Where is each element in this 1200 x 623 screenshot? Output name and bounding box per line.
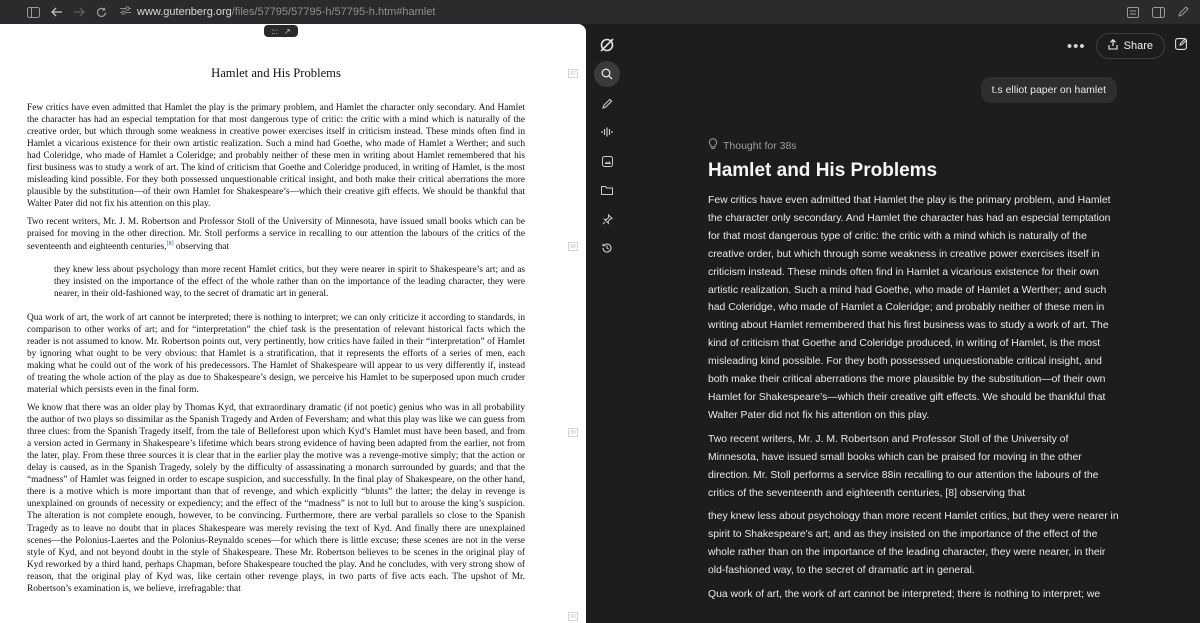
page-number: 88	[568, 242, 578, 251]
search-icon[interactable]	[594, 61, 620, 87]
assistant-sidebar	[594, 32, 622, 264]
image-icon[interactable]	[594, 148, 620, 174]
response-paragraph: Two recent writers, Mr. J. M. Robertson and Professor Stoll of the University of Minnesota, have issued small books which can be praised for moving in the other direction. Mr. Stoll performs a service 88in recalling to our attention the labours of the critics of the seventeenth and eighteenth centuries, [8] observing that	[708, 433, 1099, 499]
expand-icon[interactable]: ↗	[283, 26, 291, 36]
pin-icon[interactable]	[594, 206, 620, 232]
response-title: Hamlet and His Problems	[708, 160, 938, 181]
edit-icon[interactable]	[594, 90, 620, 116]
more-options-button[interactable]: •••	[1066, 37, 1086, 55]
user-message: t.s elliot paper on hamlet	[981, 77, 1117, 103]
chat-header-actions	[1067, 33, 1188, 59]
sidebar-toggle-icon[interactable]	[24, 3, 42, 21]
document-title: Hamlet and His Problems	[211, 66, 341, 80]
reader-mode-icon[interactable]	[1124, 3, 1142, 21]
pane-drag-handle[interactable]	[264, 25, 298, 37]
response-paragraph: Qua work of art, the work of art cannot be interpreted; there is nothing to interpret; we	[708, 589, 1101, 601]
browser-toolbar	[0, 0, 1200, 24]
share-icon	[1108, 39, 1118, 53]
new-chat-icon[interactable]	[1175, 37, 1188, 55]
page-number: 89	[568, 428, 578, 437]
block-quote: they knew less about psychology than more recent Hamlet critics, but they were nearer in spirit to Shakespeare’s art; and as they insisted on the importance of the effect of the whole rather than on the importance of the leading character, they were nearer, in their old-fashioned way, to the secret of dramatic art in general.	[54, 264, 525, 299]
paragraph: We know that there was an older play by Thomas Kyd, that extraordinary dramatic (if not poetic) genius who was in all probability the author of two plays so dissimilar as the Spanish Tragedy and Arden of Feversham; and what this play was like we can guess from three clues: from the Spanish Tragedy itself, from the tale of Belleforest upon which Kyd’s Hamlet must have been based, and from a version acted in Germany in Shakespeare’s lifetime which bears strong evidence of having been adapted from the earlier, not from the later, play. From these three sources it is clear that in the earlier play the motive was a revenge-motive simply; that the action or delay is caused, as in the Spanish Tragedy, solely by the difficulty of assassinating a monarch surrounded by guards; and that the “madness” of Hamlet was feigned in order to escape suspicion, and successfully. In the final play of Shakespeare, on the other hand, there is a motive which is more important than that of revenge, and which explicitly “blunts” the latter; the delay in revenge is unexplained on grounds of necessity or expediency; and the effect of the “madness” is not to lull but to arouse the king’s suspicion. The alteration is not complete enough, however, to be convincing. Furthermore, there are verbal parallels so close to the Spanish Tragedy as to leave no doubt that in places Shakespeare was merely revising the text of Kyd. And finally there are unexplained scenes—the Polonius-Laertes and the Polonius-Reynaldo scenes—for which there is little excuse; these scenes are not in the verse style of Kyd, and not beyond doubt in the style of Shakespeare. These Mr. Robertson believes to be scenes in the original play of Kyd reworked by a third hand, perhaps Chapman, before Shakespeare touched the play. And he concludes, with very strong show of reason, that the original play of Kyd was, like certain other revenge plays, in two parts of five acts each. The upshot of Mr. Robertson’s examination is, we believe, irrefragable: that	[27, 403, 525, 594]
drag-dots-icon: :::	[271, 26, 278, 36]
document-body	[27, 66, 525, 601]
page-number: 87	[568, 69, 578, 78]
response-paragraph: they knew less about psychology than more recent Hamlet critics, but they were nearer in spirit to Shakespeare's art; and as they insisted on the importance of the effect of the whole rather than on the importance of the leading character, they were nearer, in their old-fashioned way, to the secret of dramatic art in general.	[708, 511, 1119, 577]
assistant-response	[708, 138, 1120, 610]
page-number: 90	[568, 612, 578, 621]
voice-icon[interactable]	[594, 119, 620, 145]
address-bar[interactable]	[120, 6, 435, 18]
share-button[interactable]	[1096, 33, 1165, 59]
url-domain: www.gutenberg.org	[137, 6, 232, 18]
site-settings-icon[interactable]	[120, 6, 131, 18]
thought-summary[interactable]	[708, 138, 1120, 153]
reload-icon[interactable]	[92, 3, 110, 21]
forward-arrow-icon[interactable]	[70, 3, 88, 21]
document-pane[interactable]	[0, 24, 586, 623]
footnote-link[interactable]: [8]	[166, 240, 174, 247]
back-arrow-icon[interactable]	[48, 3, 66, 21]
history-icon[interactable]	[594, 235, 620, 261]
paragraph: Few critics have even admitted that Hamlet the play is the primary problem, and Hamlet the character only secondary. And Hamlet the character has had an especial temptation for that most dangerous type of critic: the critic with a mind which is naturally of the creative order, but which through some weakness in creative power exercises itself in criticism instead. These minds often find in Hamlet a vicarious existence for their own artistic realization. Such a mind had Goethe, who made of Hamlet a Werther; and such had Coleridge, who made of Hamlet a Coleridge; and probably neither of these men in writing about Hamlet remembered that his first business was to study a work of art. The kind of criticism that Goethe and Coleridge produced, in writing of Hamlet, is the most misleading kind possible. For they both possessed unquestionable critical insight, and both make their critical aberrations the more plausible by the substitution—of their own Hamlet for Shakespeare’s—which their creative gift effects. We should be thankful that Walter Pater did not fix his attention on this play.	[27, 103, 525, 210]
paragraph: Two recent writers, Mr. J. M. Robertson and Professor Stoll of the University of Minnesota, have issued small books which can be praised for moving in the other direction. Mr. Stoll performs a service in recalling to our attention the labours of the critics of the seventeenth and eighteenth centuries,[8] observing that	[27, 217, 525, 252]
new-tab-icon[interactable]	[1174, 3, 1192, 21]
thought-label: Thought for 38s	[723, 139, 797, 152]
response-paragraph: Few critics have even admitted that Hamlet the play is the primary problem, and Hamlet the character only secondary. And Hamlet the character has had an especial temptation for that most dangerous type of critic: the critic with a mind which is naturally of the creative order, but which through some weakness in creative power exercises itself in criticism instead. These minds often find in Hamlet a vicarious existence for their own artistic realization. Such a mind had Goethe, who made of Hamlet a Werther; and such had Coleridge, who made of Hamlet a Coleridge; and probably neither of these men in writing about Hamlet remembered that his first business was to study a work of art. The kind of criticism that Goethe and Coleridge produced, in writing of Hamlet, is the most misleading kind possible. For they both possessed unquestionable critical insight, and both make their critical aberrations the more plausible by the substitution—of their own Hamlet for Shakespeare’s—which their creative gift effects. We should be thankful that Walter Pater did not fix his attention on this play.	[708, 195, 1111, 421]
assistant-logo-icon[interactable]	[594, 32, 620, 58]
assistant-pane	[586, 24, 1200, 623]
lightbulb-icon	[708, 138, 718, 153]
paragraph: Qua work of art, the work of art cannot be interpreted; there is nothing to interpret; we can only criticize it according to standards, in comparison to other works of art; and for “interpretation” the chief task is the presentation of relevant historical facts which the reader is not assumed to know. Mr. Robertson points out, very pertinently, how critics have failed in their “interpretation” of Hamlet by ignoring what ought to be very obvious: that Hamlet is a stratification, that it represents the efforts of a series of men, each making what he could out of the work of his predecessors. The Hamlet of Shakespeare will appear to us very differently if, instead of treating the whole action of the play as due to Shakespeare’s design, we perceive his Hamlet to be superposed upon much cruder material which persists even in the final form.	[27, 312, 525, 395]
folder-icon[interactable]	[594, 177, 620, 203]
share-label: Share	[1123, 40, 1153, 52]
split-view-icon[interactable]	[1149, 3, 1167, 21]
url-path: /files/57795/57795-h/57795-h.htm#hamlet	[231, 6, 436, 18]
